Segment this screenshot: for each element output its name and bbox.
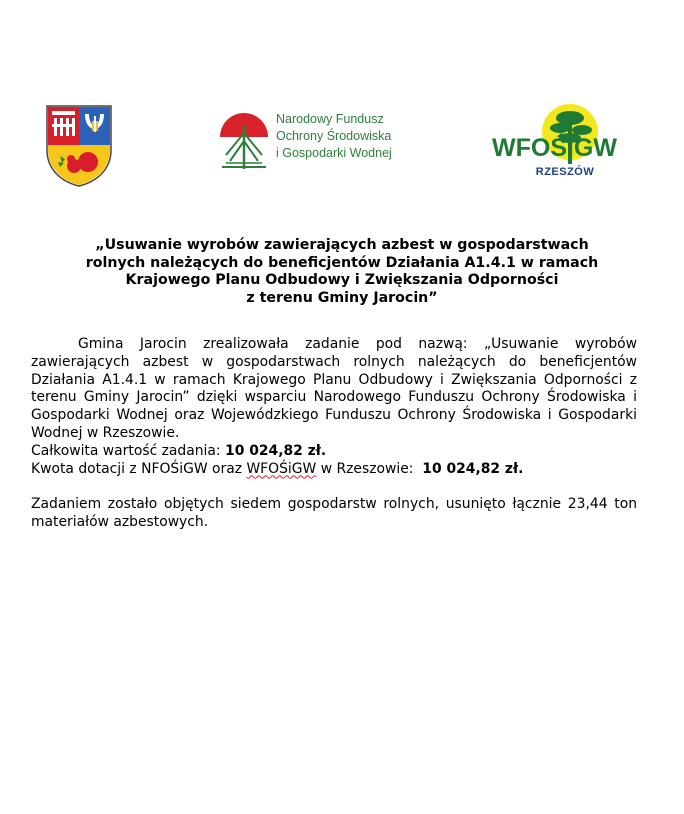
grant-label-c: w Rzeszowie: (320, 460, 414, 477)
paragraph-main: Gmina Jarocin zrealizowała zadanie pod nazwą: „Usuwanie wyrobów zawierających azbest w gospodarstwach rolnych należących do beneficjentów Działania A1.4.1 w ramach Krajowego Planu Odbudowy i Zwiększania Odporności z terenu Gminy Jarocin” dzięki wsparciu Narodowego Funduszu Ochrony Środowiska i Gospodarki Wodnej oraz Wojewódzkiego Funduszu Ochrony Środowiska i Gospodarki Wodnej w Rzeszowie. (31, 336, 637, 441)
nfosigw-emblem-icon (216, 105, 272, 173)
title-line3: Krajowego Planu Odbudowy i Zwiększania Odporności (125, 272, 559, 289)
document-body (31, 336, 637, 532)
total-amount: 10 024,82 zł. (225, 442, 327, 459)
document-title (30, 237, 654, 307)
grant-label-a: Kwota dotacji z NFOŚiGW oraz (31, 460, 243, 477)
wfosigw-logo (490, 104, 640, 182)
paragraph-gap (31, 478, 637, 496)
grant-label-wfosigw: WFOŚiGW (246, 460, 317, 477)
grant-value-line (31, 461, 637, 479)
title-line4: z terenu Gminy Jarocin” (246, 289, 438, 306)
coat-of-arms-icon (44, 104, 114, 188)
nfosigw-logo (216, 105, 416, 175)
jarocin-coat-of-arms (44, 104, 114, 188)
paragraph-summary: Zadaniem zostało objętych siedem gospodarstw rolnych, usunięto łącznie 23,44 ton materiałów azbestowych. (31, 496, 637, 530)
nfosigw-name (276, 111, 392, 162)
nfosigw-name-line1: Narodowy Fundusz (276, 112, 384, 126)
total-value-line (31, 443, 637, 461)
title-line1: „Usuwanie wyrobów zawierających azbest w gospodarstwach (95, 237, 589, 253)
nfosigw-name-line2: Ochrony Środowiska (276, 129, 392, 143)
nfosigw-name-line3: i Gospodarki Wodnej (276, 146, 392, 160)
grant-amount: 10 024,82 zł. (422, 460, 524, 477)
total-label: Całkowita wartość zadania: (31, 442, 221, 459)
wfosigw-city: RZESZÓW (535, 166, 595, 178)
wfosigw-name: WFOŚiGW (492, 134, 617, 162)
logos-header (0, 0, 684, 200)
title-line2: rolnych należących do beneficjentów Działania A1.4.1 w ramach (85, 254, 599, 271)
wfosigw-emblem-icon (490, 104, 640, 166)
